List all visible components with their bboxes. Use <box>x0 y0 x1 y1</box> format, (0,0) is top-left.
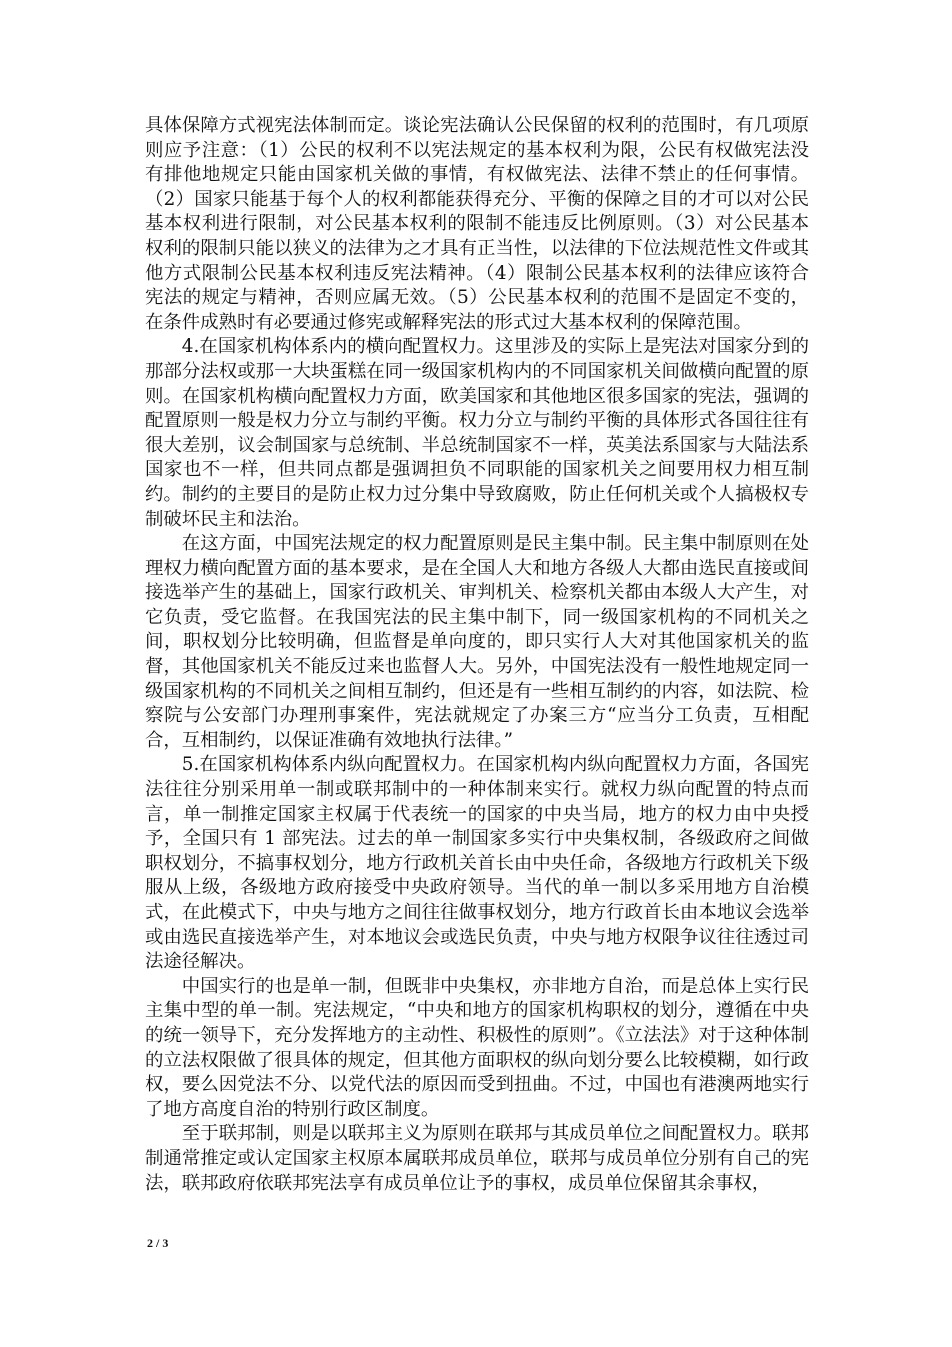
paragraph-democratic-centralism: 在这方面，中国宪法规定的权力配置原则是民主集中制。民主集中制原则在处理权力横向配置方面的基本要求，是在全国人大和地方各级人大都由选民直接或间接选举产生的基础上，国家行政机关、审判机关、检察机关都由本级人大产生，对它负责，受它监督。在我国宪法的民主集中制下，同一级国家机构的不同机关之间，职权划分比较明确，但监督是单向度的，即只实行人大对其他国家机关的监督，其他国家机关不能反过来也监督人大。另外，中国宪法没有一般性地规定同一级国家机构的不同机关之间相互制约，但还是有一些相互制约的内容，如法院、检察院与公安部门办理刑事案件，宪法就规定了办案三方“应当分工负责，互相配合，互相制约，以保证准确有效地执行法律。” <box>145 533 809 751</box>
paragraph-vertical-allocation: 5.在国家机构体系内纵向配置权力。在国家机构内纵向配置权力方面，各国宪法往往分别采用单一制或联邦制中的一种体制来实行。就权力纵向配置的特点而言，单一制推定国家主权属于代表统一的国家的中央当局，地方的权力由中央授予，全国只有 1 部宪法。过去的单一制国家多实行中央集权制，各级政府之间做职权划分，不搞事权划分，地方行政机关首长由中央任命，各级地方行政机关下级服从上级，各级地方政府接受中央政府领导。当代的单一制以多采用地方自治模式，在此模式下，中央与地方之间往往做事权划分，地方行政首长由本地议会选举或由选民直接选举产生，对本地议会或选民负责，中央与地方权限争议往往透过司法途径解决。 <box>145 754 809 973</box>
document-body <box>145 114 809 1196</box>
paragraph-rights-principles: 具体保障方式视宪法体制而定。谈论宪法确认公民保留的权利的范围时，有几项原则应予注意：（1）公民的权利不以宪法规定的基本权利为限，公民有权做宪法没有排他地规定只能由国家机关做的事情，有权做宪法、法律不禁止的任何事情。（2）国家只能基于每个人的权利都能获得充分、平衡的保障之目的才可以对公民基本权利进行限制，对公民基本权利的限制不能违反比例原则。（3）对公民基本权利的限制只能以狭义的法律为之才具有正当性，以法律的下位法规范性文件或其他方式限制公民基本权利违反宪法精神。（4）限制公民基本权利的法律应该符合宪法的规定与精神，否则应属无效。（5）公民基本权利的范围不是固定不变的，在条件成熟时有必要通过修宪或解释宪法的形式过大基本权利的保障范围。 <box>145 115 809 333</box>
page-number: 2 / 3 <box>147 1236 169 1250</box>
paragraph-federalism: 至于联邦制，则是以联邦主义为原则在联邦与其成员单位之间配置权力。联邦制通常推定或认定国家主权原本属联邦成员单位，联邦与成员单位分别有自己的宪法，联邦政府依联邦宪法享有成员单位让予的事权，成员单位保留其余事权， <box>145 1123 809 1194</box>
paragraph-horizontal-allocation: 4.在国家机构体系内的横向配置权力。这里涉及的实际上是宪法对国家分到的那部分法权或那一大块蛋糕在同一级国家机构内的不同国家机关间做横向配置的原则。在国家机构横向配置权力方面，欧美国家和其他地区很多国家的宪法，强调的配置原则一般是权力分立与制约平衡。权力分立与制约平衡的具体形式各国往往有很大差别，议会制国家与总统制、半总统制国家不一样，英美法系国家与大陆法系国家也不一样，但共同点都是强调担负不同职能的国家机关之间要用权力相互制约。制约的主要目的是防止权力过分集中导致腐败，防止任何机关或个人搞极权专制破坏民主和法治。 <box>145 336 809 530</box>
paragraph-china-unitary-system: 中国实行的也是单一制，但既非中央集权，亦非地方自治，而是总体上实行民主集中型的单一制。宪法规定，“中央和地方的国家机构职权的划分，遵循在中央的统一领导下，充分发挥地方的主动性、积极性的原则”。《立法法》对于这种体制的立法权限做了很具体的规定，但其他方面职权的纵向划分要么比较模糊，如行政权，要么因党法不分、以党代法的原因而受到扭曲。不过，中国也有港澳两地实行了地方高度自治的特别行政区制度。 <box>145 975 809 1120</box>
